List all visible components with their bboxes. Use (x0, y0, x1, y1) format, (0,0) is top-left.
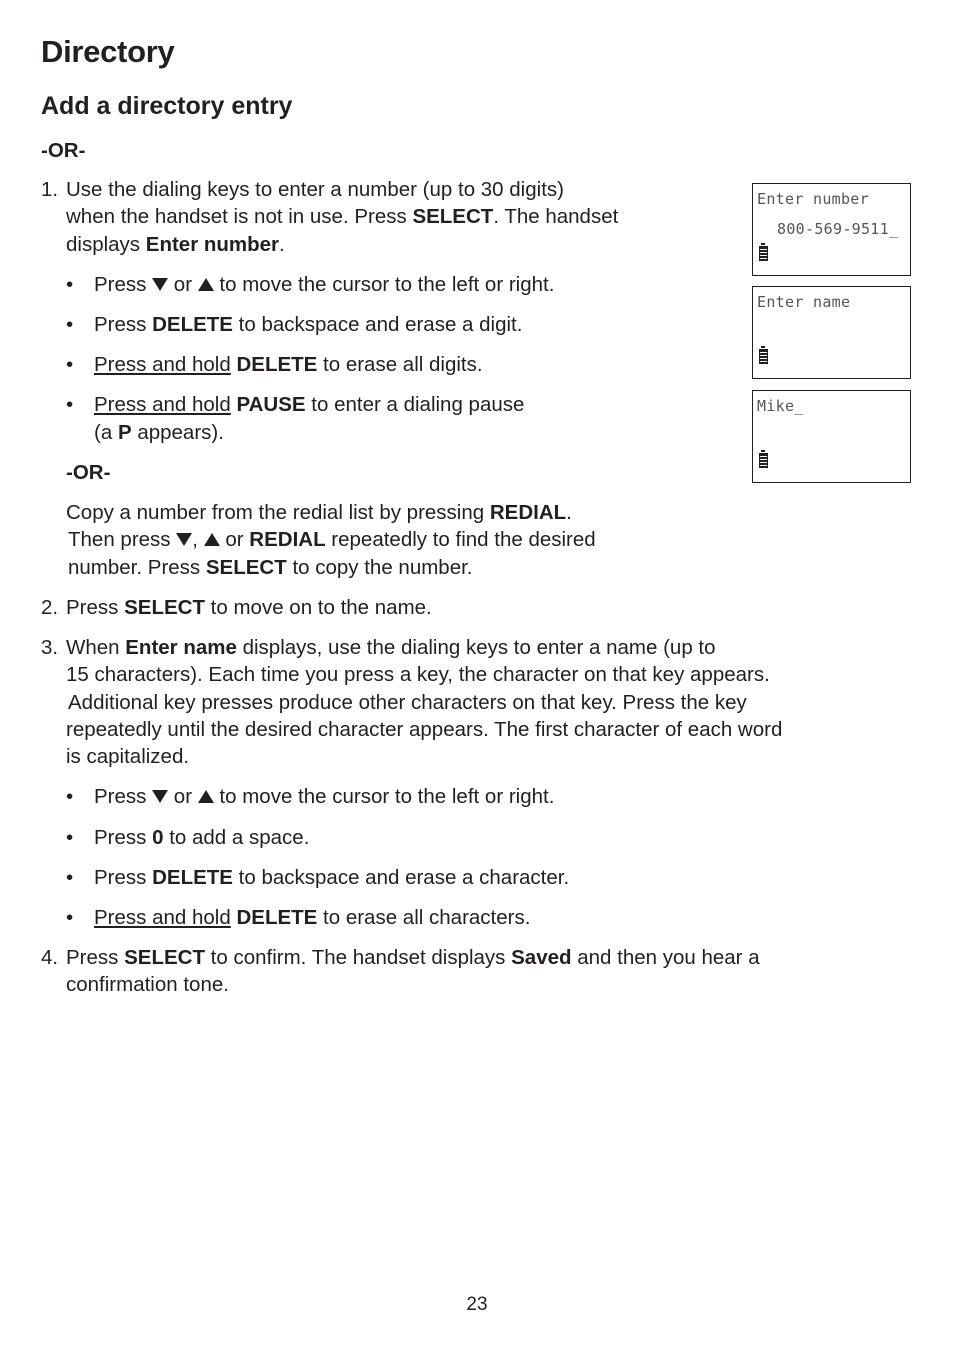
section-title: Add a directory entry (41, 92, 293, 120)
list-item: Press or to move the cursor to the left or right. (94, 785, 555, 808)
up-arrow-icon (204, 533, 220, 546)
up-arrow-icon (198, 278, 214, 291)
bullet-glyph: • (66, 826, 74, 849)
down-arrow-icon (176, 533, 192, 546)
step-text-line: Use the dialing keys to enter a number (up to 30 digits) (66, 178, 564, 201)
list-item: Press DELETE to backspace and erase a digit. (94, 313, 523, 336)
list-item: Press or to move the cursor to the left or right. (94, 273, 555, 296)
or-separator: -OR- (41, 139, 86, 162)
or-separator: -OR- (66, 461, 111, 484)
step-text-line: when the handset is not in use. Press SELECT. The handset (66, 205, 619, 228)
bullet-glyph: • (66, 906, 74, 929)
bullet-glyph: • (66, 313, 74, 336)
step-text-line: Press SELECT to move on to the name. (66, 596, 432, 619)
step-text-line: Copy a number from the redial list by pressing REDIAL. (66, 501, 572, 524)
step-text-line: When Enter name displays, use the dialing keys to enter a name (up to (66, 636, 716, 659)
down-arrow-icon (152, 278, 168, 291)
bullet-glyph: • (66, 393, 74, 416)
battery-icon (759, 246, 768, 261)
step-number: 3. (41, 636, 59, 659)
step-number: 1. (41, 178, 59, 201)
page-number: 23 (466, 1294, 488, 1315)
step-text-line: Press SELECT to confirm. The handset displays Saved and then you hear a (66, 946, 760, 969)
screen-line: Enter number (757, 190, 869, 208)
list-item: Press and hold DELETE to erase all characters. (94, 906, 531, 929)
up-arrow-icon (198, 790, 214, 803)
bullet-glyph: • (66, 785, 74, 808)
step-number: 2. (41, 596, 59, 619)
list-item: Press 0 to add a space. (94, 826, 310, 849)
step-text-line: repeatedly until the desired character appears. The first character of each word (66, 718, 783, 741)
screen-line: Enter name (757, 293, 851, 311)
bullet-glyph: • (66, 866, 74, 889)
down-arrow-icon (152, 790, 168, 803)
screen-line: Mike_ (757, 397, 804, 415)
handset-screen-enter-number (752, 183, 911, 276)
list-item: Press DELETE to backspace and erase a character. (94, 866, 570, 889)
step-text-line: Then press , or REDIAL repeatedly to find the desired (68, 528, 596, 551)
step-text-line: Additional key presses produce other characters on that key. Press the key (68, 691, 747, 714)
step-text-line: displays Enter number. (66, 233, 285, 256)
list-item: Press and hold PAUSE to enter a dialing pause (94, 393, 525, 416)
list-item: Press and hold DELETE to erase all digits. (94, 353, 483, 376)
step-number: 4. (41, 946, 59, 969)
page-title: Directory (41, 34, 175, 69)
handset-screen-enter-name (752, 286, 911, 379)
bullet-glyph: • (66, 353, 74, 376)
battery-icon (759, 349, 768, 364)
list-item-continuation: (a P appears). (94, 421, 224, 444)
step-text-line: number. Press SELECT to copy the number. (68, 556, 473, 579)
step-text-line: 15 characters). Each time you press a key, the character on that key appears. (66, 663, 770, 686)
screen-line: 800-569-9511_ (777, 220, 899, 238)
step-text-line: is capitalized. (66, 745, 190, 768)
handset-screen-name-entry (752, 390, 911, 483)
bullet-glyph: • (66, 273, 74, 296)
battery-icon (759, 453, 768, 468)
step-text-line: confirmation tone. (66, 973, 229, 996)
